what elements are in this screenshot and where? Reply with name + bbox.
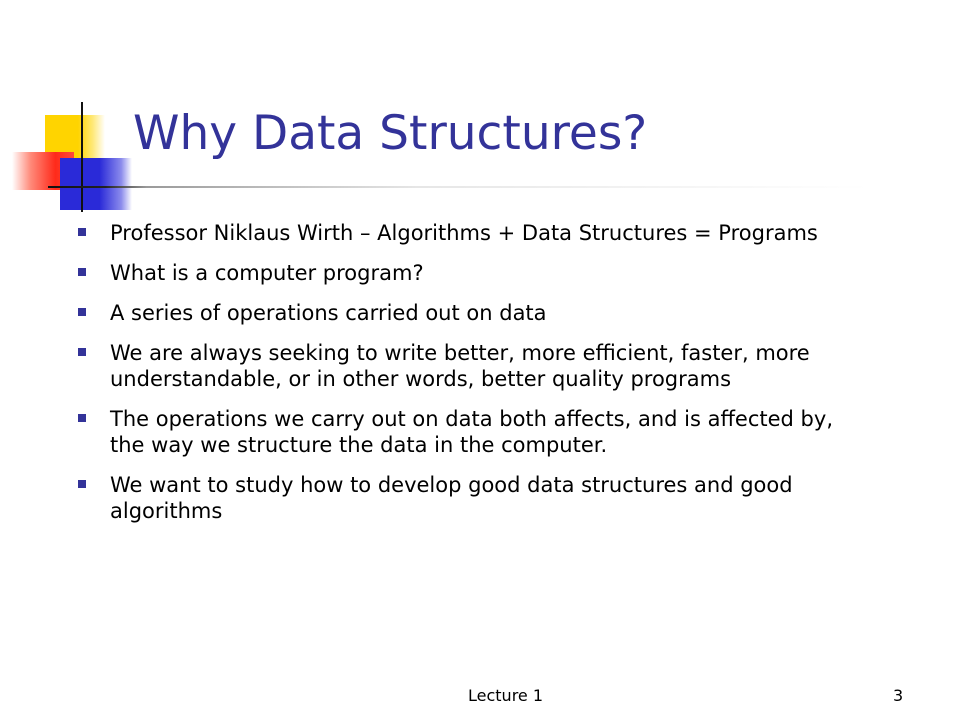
bullet-text: A series of operations carried out on data (110, 301, 547, 325)
bullet-item (78, 472, 858, 524)
slide-title: Why Data Structures? (133, 106, 648, 161)
bullet-item (78, 260, 858, 286)
logo-blue-square (60, 158, 132, 210)
title-underline (48, 186, 868, 188)
bullet-item (78, 300, 858, 326)
bullet-square-icon (78, 268, 86, 276)
bullet-text: We want to study how to develop good data structures and good algorithms (110, 473, 793, 523)
bullet-square-icon (78, 480, 86, 488)
bullet-text: The operations we carry out on data both affects, and is affected by, the way we structure the data in the computer. (110, 407, 833, 457)
bullet-square-icon (78, 348, 86, 356)
bullet-list (78, 220, 858, 538)
footer-page-number: 3 (893, 686, 904, 705)
bullet-square-icon (78, 228, 86, 236)
bullet-item (78, 406, 858, 458)
bullet-item (78, 340, 858, 392)
bullet-square-icon (78, 414, 86, 422)
footer-lecture-label: Lecture 1 (468, 686, 544, 705)
bullet-text: Professor Niklaus Wirth – Algorithms + Data Structures = Programs (110, 221, 818, 245)
bullet-square-icon (78, 308, 86, 316)
bullet-item (78, 220, 858, 246)
bullet-text: What is a computer program? (110, 261, 424, 285)
bullet-text: We are always seeking to write better, more efficient, faster, more understandable, or in other words, better quality programs (110, 341, 810, 391)
logo-vertical-line (81, 102, 83, 212)
